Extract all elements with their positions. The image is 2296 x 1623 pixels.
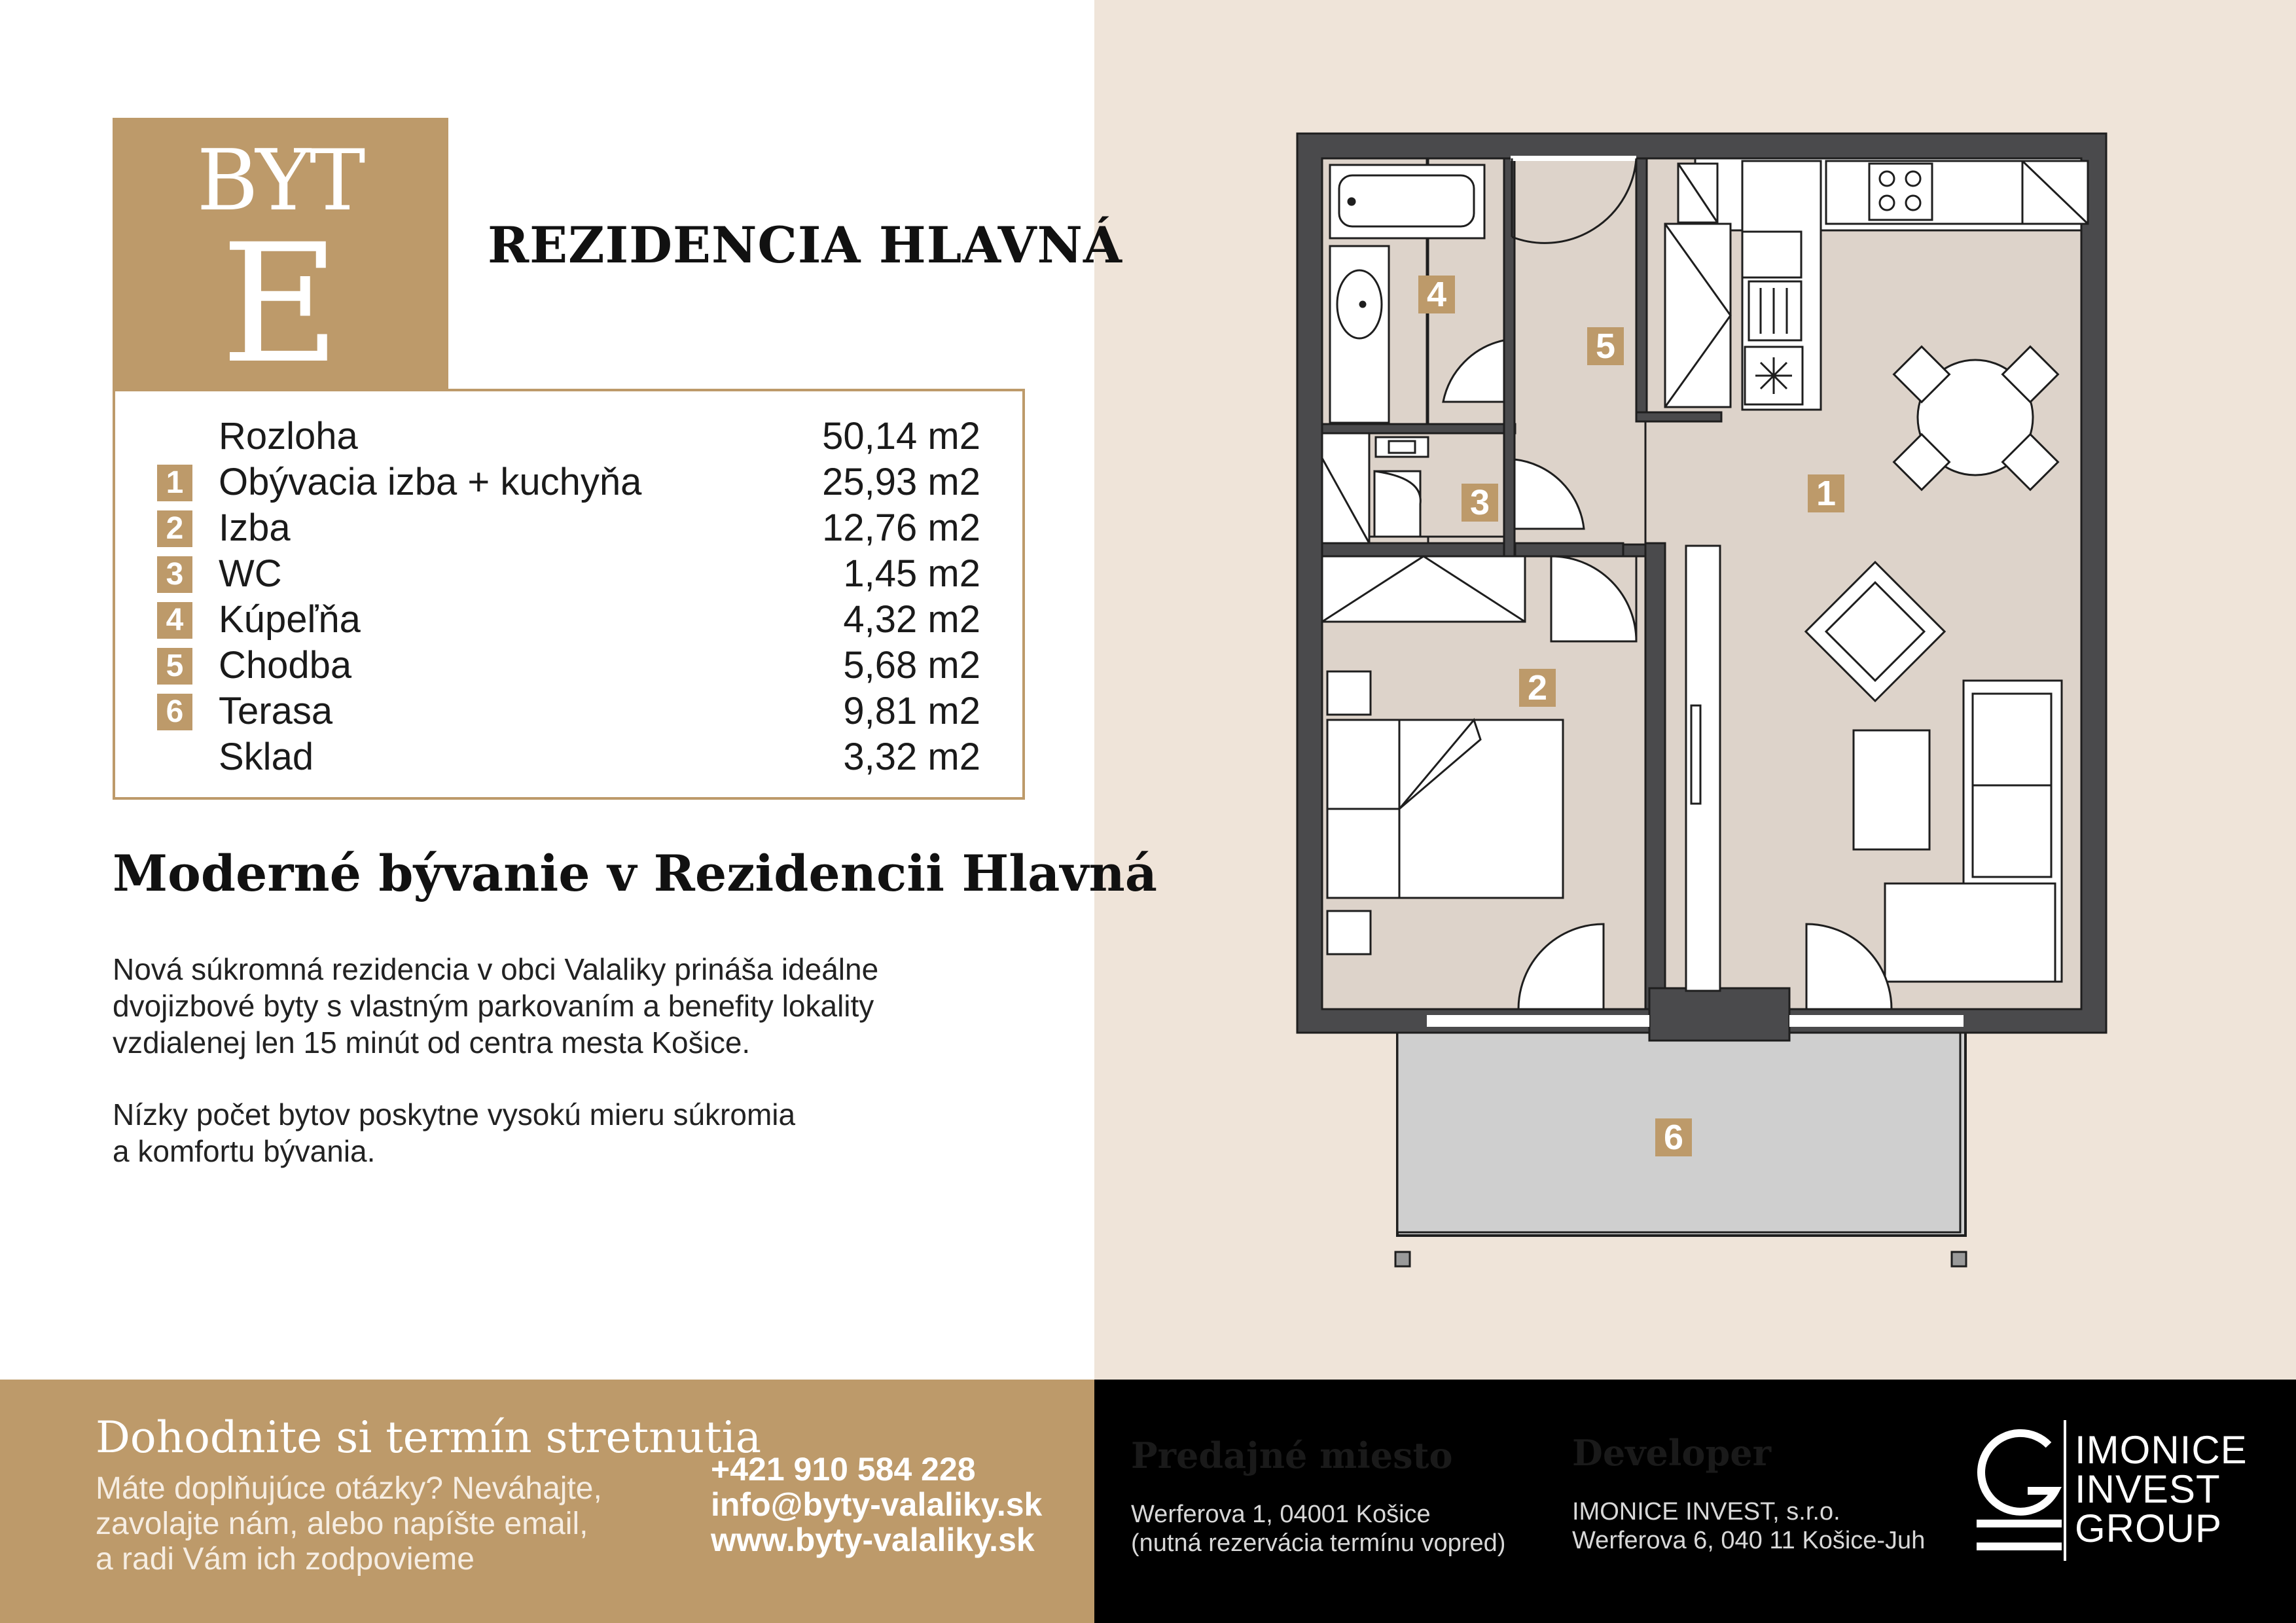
logo-line: IMONICE (2075, 1428, 2248, 1472)
cta-title: Dohodnite si termín stretnutia (96, 1412, 762, 1463)
area-label: Izba (219, 507, 291, 549)
area-row (115, 551, 1022, 597)
apartment-badge (113, 118, 448, 399)
room-number-badge: 6 (157, 694, 192, 730)
room-label: 6 (1663, 1118, 1684, 1157)
room-number-badge: 5 (157, 648, 192, 685)
logo-line: GROUP (2075, 1507, 2223, 1550)
area-label: Rozloha (219, 415, 358, 457)
contact-details (711, 1452, 1042, 1558)
text-line: Nová súkromná rezidencia v obci Valaliky prináša ideálne (113, 952, 879, 986)
area-row (115, 459, 1022, 505)
room-label: 4 (1426, 275, 1447, 314)
room-label: 5 (1595, 327, 1616, 366)
cta-text (96, 1471, 685, 1577)
area-value: 25,93 m2 (822, 461, 980, 503)
area-label: Kúpeľňa (219, 598, 361, 641)
sales-address: Werferova 1, 04001 Košice (1131, 1501, 1431, 1528)
area-row (115, 688, 1022, 734)
badge-line1: BYT (196, 132, 365, 230)
area-value: 3,32 m2 (843, 736, 980, 778)
room-number-badge: 1 (157, 465, 192, 501)
room-label: 2 (1527, 668, 1548, 707)
area-row (115, 643, 1022, 688)
floor-plan (1283, 124, 2121, 1276)
area-row (115, 734, 1022, 780)
developer-title: Developer (1572, 1432, 1772, 1474)
area-label: Obývacia izba + kuchyňa (219, 461, 642, 503)
area-table (113, 389, 1025, 800)
area-value: 12,76 m2 (822, 507, 980, 549)
section-heading: Moderné bývanie v Rezidencii Hlavná (113, 844, 1158, 902)
room-number-badge: 3 (157, 556, 192, 593)
company-logo (2075, 1428, 2248, 1550)
area-value: 4,32 m2 (843, 598, 980, 641)
developer-name: IMONICE INVEST, s.r.o. (1572, 1498, 1840, 1525)
contact-footer (0, 1380, 1094, 1623)
sales-title: Predajné miesto (1131, 1435, 1453, 1476)
text-line: vzdialenej len 15 minút od centra mesta Košice. (113, 1026, 751, 1060)
phone-link[interactable]: +421 910 584 228 (711, 1451, 976, 1488)
privacy-paragraph (113, 1096, 1029, 1169)
badge-letter: E (221, 209, 340, 399)
text-line: dvojizbové byty s vlastným parkovaním a benefity lokality (113, 989, 874, 1023)
room-label: 3 (1469, 483, 1490, 522)
area-label: WC (219, 552, 282, 595)
logo-divider (2064, 1420, 2066, 1561)
logo-line: INVEST (2075, 1467, 2221, 1511)
sales-note: (nutná rezervácia termínu vopred) (1131, 1529, 1506, 1557)
website-link[interactable]: www.byty-valaliky.sk (711, 1522, 1035, 1558)
intro-paragraph (113, 951, 1029, 1061)
project-title: REZIDENCIA HLAVNÁ (488, 216, 1122, 274)
email-link[interactable]: info@byty-valaliky.sk (711, 1486, 1043, 1523)
area-label: Terasa (219, 690, 333, 732)
room-label: 1 (1816, 474, 1837, 513)
area-row (115, 414, 1022, 459)
area-value: 1,45 m2 (843, 552, 980, 595)
area-row (115, 597, 1022, 643)
room-number-badge: 4 (157, 602, 192, 639)
text-line: a radi Vám ich zodpovieme (96, 1542, 475, 1577)
area-label: Sklad (219, 736, 314, 778)
area-value: 5,68 m2 (843, 644, 980, 687)
text-line: zavolajte nám, alebo napíšte email, (96, 1507, 588, 1541)
text-line: a komfortu bývania. (113, 1134, 376, 1168)
developer-address: Werferova 6, 040 11 Košice-Juh (1572, 1527, 1926, 1554)
area-value: 50,14 m2 (822, 415, 980, 457)
area-label: Chodba (219, 644, 352, 687)
area-value: 9,81 m2 (843, 690, 980, 732)
room-number-badge: 2 (157, 510, 192, 547)
text-line: Nízky počet bytov poskytne vysokú mieru súkromia (113, 1097, 796, 1132)
area-row (115, 505, 1022, 551)
text-line: Máte doplňujúce otázky? Neváhajte, (96, 1471, 602, 1506)
